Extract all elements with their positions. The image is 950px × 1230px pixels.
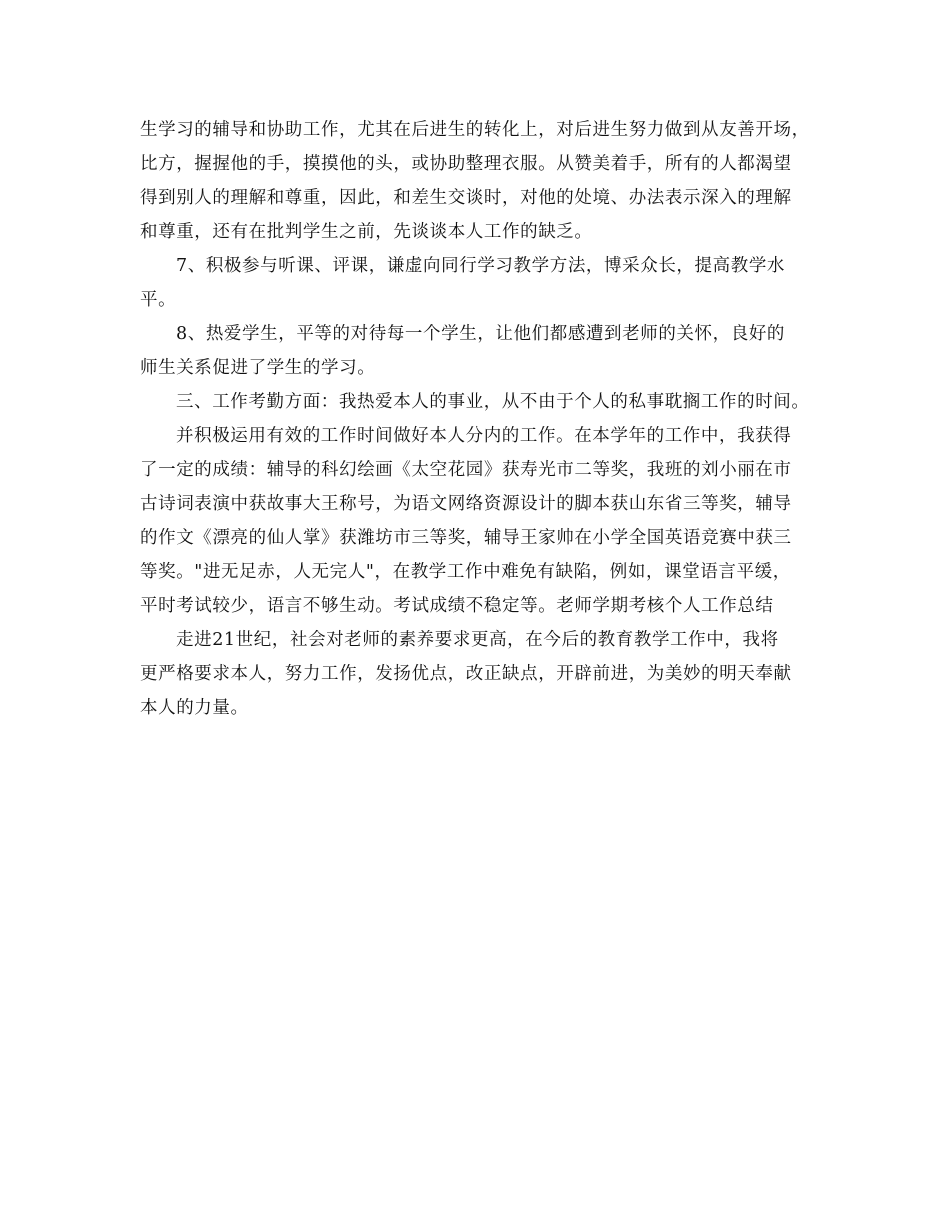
text-line: 了一定的成绩：辅导的科幻绘画《太空花园》获寿光市二等奖，我班的刘小丽在市: [140, 460, 792, 480]
text-line: 平时考试较少，语言不够生动。考试成绩不稳定等。老师学期考核个人工作总结: [140, 596, 774, 616]
document-body: [140, 113, 840, 725]
text-line: 平。: [140, 290, 177, 310]
text-line: 的作文《漂亮的仙人掌》获潍坊市三等奖，辅导王家帅在小学全国英语竞赛中获三: [140, 528, 792, 548]
paragraph-8-line: 8、热爱学生，平等的对待每一个学生，让他们都感遭到老师的关怀，良好的: [176, 324, 786, 344]
paragraph-achievements-line: 并积极运用有效的工作时间做好本人分内的工作。在本学年的工作中，我获得: [176, 426, 792, 446]
text-line: 生学习的辅导和协助工作，尤其在后进生的转化上，对后进生努力做到从友善开场，: [140, 120, 810, 140]
text-line: 等奖。"进无足赤，人无完人"，在教学工作中难免有缺陷，例如，课堂语言平缓，: [140, 562, 791, 582]
text-line: 古诗词表演中获故事大王称号，为语文网络资源设计的脚本获山东省三等奖，辅导: [140, 494, 792, 514]
text-line: 本人的力量。: [140, 698, 249, 718]
text-line: 得到别人的理解和尊重，因此，和差生交谈时，对他的处境、办法表示深入的理解: [140, 188, 792, 208]
text-line: 师生关系促进了学生的学习。: [140, 358, 376, 378]
paragraph-7-line: 7、积极参与听课、评课，谦虚向同行学习教学方法，博采众长，提高教学水: [176, 256, 786, 276]
text-line: 更严格要求本人，努力工作，发扬优点，改正缺点，开辟前进，为美妙的明天奉献: [140, 664, 792, 684]
text-line: 比方，握握他的手，摸摸他的头，或协助整理衣服。从赞美着手，所有的人都渴望: [140, 154, 792, 174]
paragraph-conclusion-line: 走进21世纪，社会对老师的素养要求更高，在今后的教育教学工作中，我将: [176, 630, 779, 650]
section-attendance-heading-line: 三、工作考勤方面：我热爱本人的事业，从不由于个人的私事耽搁工作的时间。: [176, 392, 810, 412]
text-line: 和尊重，还有在批判学生之前，先谈谈本人工作的缺乏。: [140, 222, 593, 242]
